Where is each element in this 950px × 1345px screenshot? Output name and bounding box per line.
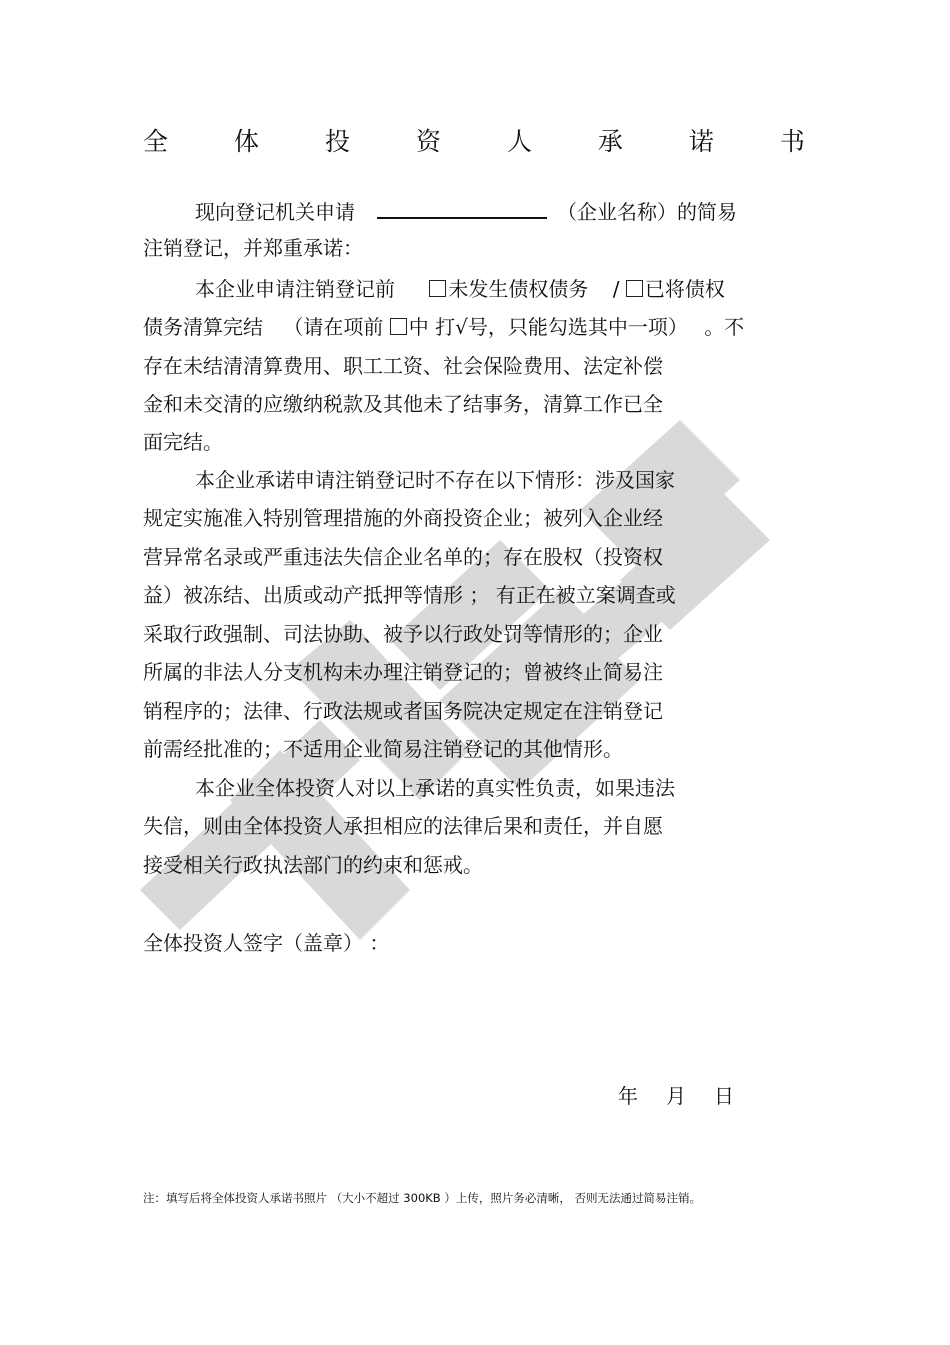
text-line xyxy=(195,197,737,227)
text-line xyxy=(143,312,744,342)
date-year: 年 xyxy=(618,1084,638,1108)
text-line: 接受相关行政执法部门的约束和惩戒。 xyxy=(143,853,483,877)
date-day: 日 xyxy=(714,1084,734,1108)
text-line: 本企业承诺申请注销登记时不存在以下情形：涉及国家 xyxy=(195,468,675,492)
signature-date xyxy=(618,1080,734,1109)
application-prefix: 现向登记机关申请 xyxy=(195,200,355,224)
signature-label: 全体投资人签字（盖章） ： xyxy=(143,931,390,955)
checkbox-no-debt[interactable] xyxy=(429,280,446,297)
text-line xyxy=(195,274,725,304)
text-line: 面完结。 xyxy=(143,430,223,454)
text-line: 所属的非法人分支机构未办理注销登记的；曾被终止简易注 xyxy=(143,660,663,684)
option-no-debt-label: 未发生债权债务 xyxy=(448,277,589,301)
option-debt-settled-label: 已将债权 xyxy=(644,277,725,301)
title-char: 投 xyxy=(324,127,350,156)
title-char: 资 xyxy=(415,127,441,156)
option-separator: / xyxy=(612,277,620,301)
text-line: 失信，则由全体投资人承担相应的法律后果和责任，并自愿 xyxy=(143,814,663,838)
text-line: 规定实施准入特别管理措施的外商投资企业；被列入企业经 xyxy=(143,506,663,530)
text-line: 前需经批准的；不适用企业简易注销登记的其他情形。 xyxy=(143,737,623,761)
instruction-open: （请在项前 xyxy=(283,315,384,339)
text-line: 金和未交清的应缴纳税款及其他未了结事务，清算工作已全 xyxy=(143,392,663,416)
company-name-blank[interactable] xyxy=(377,199,547,219)
text-line: 注销登记，并郑重承诺： xyxy=(143,236,363,260)
text-line: 本企业全体投资人对以上承诺的真实性负责，如果违法 xyxy=(195,776,675,800)
document-title xyxy=(143,122,805,158)
instruction-text: 中 打√号，只能勾选其中一项） xyxy=(408,315,688,339)
title-char: 承 xyxy=(597,127,623,156)
instruction-end: 。不 xyxy=(704,315,745,339)
text-line: 存在未结清清算费用、职工工资、社会保险费用、法定补偿 xyxy=(143,354,663,378)
text-line: 采取行政强制、司法协助、被予以行政处罚等情形的；企业 xyxy=(143,622,663,646)
title-char: 体 xyxy=(233,127,259,156)
title-char: 人 xyxy=(506,127,532,156)
footnote: 注：填写后将全体投资人承诺书照片 （大小不超过 300KB ）上传，照片务必清晰， 否则无法通过简易注销。 xyxy=(143,1191,701,1205)
text-line: 益）被冻结、出质或动产抵押等情形 ； 有正在被立案调查或 xyxy=(143,583,676,607)
checkbox-example-icon xyxy=(390,318,407,335)
text-line: 营异常名录或严重违法失信企业名单的；存在股权（投资权 xyxy=(143,545,663,569)
title-char: 书 xyxy=(779,127,805,156)
checkbox-debt-settled[interactable] xyxy=(626,280,643,297)
text-line: 销程序的；法律、行政法规或者国务院决定规定在注销登记 xyxy=(143,699,663,723)
date-month: 月 xyxy=(666,1084,686,1108)
application-suffix: （企业名称）的简易 xyxy=(557,200,737,224)
debt-prefix: 本企业申请注销登记前 xyxy=(195,277,395,301)
debt-settled-text: 债务清算完结 xyxy=(143,315,263,339)
title-char: 诺 xyxy=(688,127,714,156)
title-char: 全 xyxy=(143,127,169,156)
